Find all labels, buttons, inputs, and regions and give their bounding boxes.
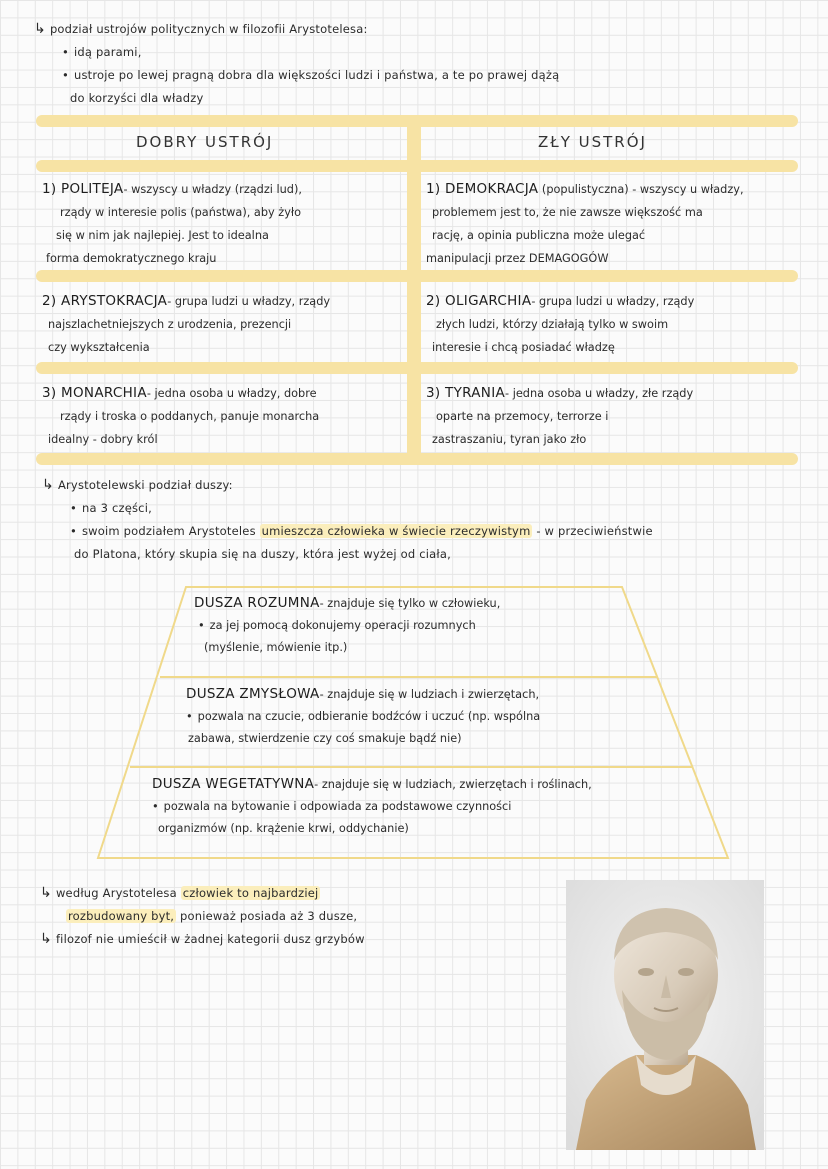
arrow-icon: ↳ (34, 21, 46, 37)
outro-line: ↳ filozof nie umieścił w żadnej kategorii dusz grzybów (40, 931, 365, 947)
header-bad-system: ZŁY USTRÓJ (538, 133, 647, 151)
cell-oligarchia: 2) OLIGARCHIA- grupa ludzi u władzy, rządy złych ludzi, którzy działają tylko w swoim interesie i chcą posiadać władzę (426, 293, 695, 354)
outro-line: ↳ według Arystotelesa człowiek to najbardziej (40, 885, 319, 901)
soul-intro-bullet: • swoim podziałem Arystoteles umieszcza człowieka w świecie rzeczywistym - w przeciwieństwie (70, 524, 653, 538)
soul-intro-bullet-cont: do Platona, który skupia się na duszy, która jest wyżej od ciała, (74, 547, 451, 561)
soul-vegetative: DUSZA WEGETATYWNA- znajduje się w ludziach, zwierzętach i roślinach, • pozwala na bytowanie i odpowiada za podstawowe czynności organizmów (np. krążenie krwi, oddychanie) (152, 776, 592, 835)
intro-bullet-cont: do korzyści dla władzy (70, 91, 204, 105)
cell-arystokracja: 2) ARYSTOKRACJA- grupa ludzi u władzy, rządy najszlachetniejszych z urodzenia, prezencji czy wykształcenia (42, 293, 331, 354)
intro-line: ↳ podział ustrojów politycznych w filozofii Arystotelesa: (34, 21, 368, 37)
soul-sensory: DUSZA ZMYSŁOWA- znajduje się w ludziach i zwierzętach, • pozwala na czucie, odbieranie bodźców i uczuć (np. wspólna zabawa, stwierdzenie czy coś smakuje bądź nie) (186, 686, 541, 745)
bullet-icon: • (186, 710, 193, 723)
soul-intro-line: ↳ Arystotelewski podział duszy: (42, 477, 233, 493)
bust-illustration (566, 880, 764, 1150)
bullet-icon: • (62, 45, 69, 59)
aristotle-bust-photo (566, 880, 764, 1150)
arrow-icon: ↳ (40, 885, 52, 901)
soul-intro-bullet: • na 3 części, (70, 501, 152, 515)
bullet-icon: • (70, 524, 77, 538)
bullet-icon: • (70, 501, 77, 515)
cell-politeja: 1) POLITEJA- wszyscy u władzy (rządzi lud), rządy w interesie polis (państwa), aby żyło się w nim jak najlepiej. Jest to idealna forma demokratycznego kraju (42, 181, 302, 265)
intro-bullet: • idą parami, (62, 45, 142, 59)
bullet-icon: • (62, 68, 69, 82)
cell-demokracja: 1) DEMOKRACJA (populistyczna) - wszyscy u władzy, problemem jest to, że nie zawsze większość ma rację, a opinia publiczna może ulegać manipulacji przez DEMAGOGÓW (426, 181, 744, 265)
cell-tyrania: 3) TYRANIA- jedna osoba u władzy, złe rządy oparte na przemocy, terrorze i zastraszaniu, tyran jako zło (426, 385, 694, 446)
bullet-icon: • (152, 800, 159, 813)
bullet-icon: • (198, 619, 205, 632)
arrow-icon: ↳ (40, 931, 52, 947)
intro-bullet: • ustroje po lewej pragną dobra dla większości ludzi i państwa, a te po prawej dążą (62, 68, 560, 82)
soul-rational: DUSZA ROZUMNA- znajduje się tylko w człowieku, • za jej pomocą dokonujemy operacji rozumnych (myślenie, mówienie itp.) (194, 595, 501, 654)
outro-line-cont: rozbudowany byt, ponieważ posiada aż 3 dusze, (68, 909, 358, 923)
cell-monarchia: 3) MONARCHIA- jedna osoba u władzy, dobre rządy i troska o poddanych, panuje monarcha idealny - dobry król (42, 385, 320, 446)
arrow-icon: ↳ (42, 477, 54, 493)
header-good-system: DOBRY USTRÓJ (136, 133, 274, 151)
